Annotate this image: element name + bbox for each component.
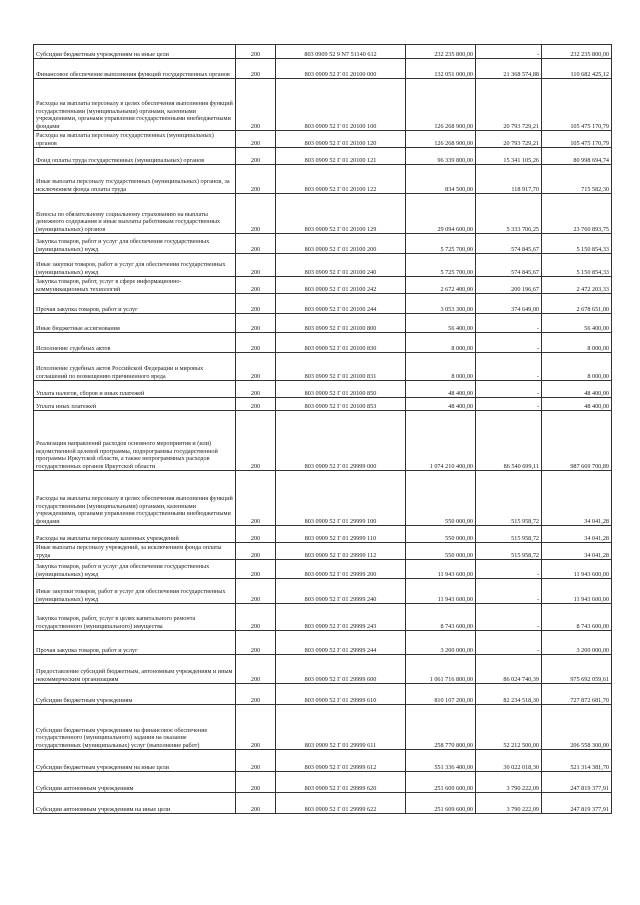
- row-unexecuted-cell: 715 582,30: [542, 165, 612, 194]
- table-row: [34, 59, 612, 79]
- row-name-cell: Иные закупки товаров, работ и услуг для обеспечения государственных (муниципальных) нужд: [34, 579, 236, 604]
- row-executed-cell: 21 368 574,88: [476, 59, 542, 79]
- row-executed-cell: 20 793 729,21: [476, 79, 542, 131]
- table-body: [34, 45, 612, 814]
- table-row: [34, 793, 612, 814]
- row-kbk-cell: 803 0909 52 Г 01 29999 000: [276, 411, 406, 471]
- row-name-cell: Исполнение судебных актов Российской Федерации и мировых соглашений по возмещению причиненного вреда: [34, 353, 236, 381]
- row-code-cell: 200: [236, 59, 276, 79]
- row-kbk-cell: 803 0909 52 Г 01 29999 200: [276, 560, 406, 579]
- row-unexecuted-cell: 232 235 800,00: [542, 45, 612, 59]
- row-approved-cell: 56 400,00: [406, 314, 476, 333]
- row-name-cell: Субсидии автономным учреждениям: [34, 772, 236, 793]
- row-kbk-cell: 803 0909 52 Г 01 20100 120: [276, 131, 406, 148]
- table-row: [34, 471, 612, 526]
- table-row: [34, 234, 612, 254]
- row-code-cell: 200: [236, 705, 276, 750]
- row-executed-cell: 5 333 706,25: [476, 194, 542, 234]
- row-unexecuted-cell: 8 000,00: [542, 333, 612, 353]
- row-kbk-cell: 803 0909 52 Г 01 29999 112: [276, 543, 406, 560]
- table-row: [34, 705, 612, 750]
- table-row: [34, 398, 612, 411]
- row-executed-cell: 374 649,00: [476, 294, 542, 314]
- row-approved-cell: 29 094 600,00: [406, 194, 476, 234]
- row-code-cell: 200: [236, 631, 276, 655]
- row-unexecuted-cell: 206 558 300,00: [542, 705, 612, 750]
- row-executed-cell: -: [476, 398, 542, 411]
- row-code-cell: 200: [236, 234, 276, 254]
- row-name-cell: Уплата налогов, сборов и иных платежей: [34, 381, 236, 398]
- row-approved-cell: 550 000,00: [406, 543, 476, 560]
- row-kbk-cell: 803 0909 52 Г 01 29999 600: [276, 655, 406, 684]
- row-code-cell: 200: [236, 398, 276, 411]
- table-row: [34, 79, 612, 131]
- row-kbk-cell: 803 0909 52 9 N7 51140 612: [276, 45, 406, 59]
- table-row: [34, 353, 612, 381]
- row-approved-cell: 810 107 200,00: [406, 684, 476, 705]
- row-executed-cell: 52 212 500,00: [476, 705, 542, 750]
- row-name-cell: Закупка товаров, работ, услуг в сфере информационно-коммуникационных технологий: [34, 277, 236, 294]
- row-approved-cell: 5 725 700,00: [406, 254, 476, 277]
- row-code-cell: 200: [236, 353, 276, 381]
- row-executed-cell: 118 917,70: [476, 165, 542, 194]
- table-row: [34, 194, 612, 234]
- row-approved-cell: 126 268 900,00: [406, 131, 476, 148]
- table-row: [34, 543, 612, 560]
- table-row: [34, 381, 612, 398]
- row-name-cell: Расходы на выплаты персоналу казенных учреждений: [34, 526, 236, 543]
- row-code-cell: 200: [236, 194, 276, 234]
- row-approved-cell: 48 400,00: [406, 381, 476, 398]
- row-code-cell: 200: [236, 165, 276, 194]
- row-approved-cell: 11 943 600,00: [406, 560, 476, 579]
- table-row: [34, 45, 612, 59]
- table-row: [34, 526, 612, 543]
- row-name-cell: Уплата иных платежей: [34, 398, 236, 411]
- row-unexecuted-cell: 56 400,00: [542, 314, 612, 333]
- row-kbk-cell: 803 0909 52 Г 01 20100 850: [276, 381, 406, 398]
- row-kbk-cell: 803 0909 52 Г 01 20100 100: [276, 79, 406, 131]
- row-unexecuted-cell: 105 475 170,79: [542, 131, 612, 148]
- row-code-cell: 200: [236, 381, 276, 398]
- row-name-cell: Предоставление субсидий бюджетным, автономным учреждениям и иным некоммерческим организациям: [34, 655, 236, 684]
- table-row: [34, 560, 612, 579]
- row-name-cell: Финансовое обеспечение выполнения функций государственных органов: [34, 59, 236, 79]
- table-row: [34, 631, 612, 655]
- table-row: [34, 314, 612, 333]
- row-kbk-cell: 803 0909 52 Г 01 20100 853: [276, 398, 406, 411]
- row-executed-cell: -: [476, 631, 542, 655]
- row-name-cell: Фонд оплаты труда государственных (муниципальных) органов: [34, 148, 236, 165]
- row-executed-cell: -: [476, 45, 542, 59]
- row-approved-cell: 48 400,00: [406, 398, 476, 411]
- row-unexecuted-cell: 34 041,28: [542, 526, 612, 543]
- table-row: [34, 277, 612, 294]
- row-kbk-cell: 803 0909 52 Г 01 29999 100: [276, 471, 406, 526]
- row-code-cell: 200: [236, 148, 276, 165]
- row-executed-cell: -: [476, 604, 542, 631]
- row-code-cell: 200: [236, 526, 276, 543]
- row-name-cell: Субсидии бюджетным учреждениям: [34, 684, 236, 705]
- row-code-cell: 200: [236, 45, 276, 59]
- row-approved-cell: 1 074 210 400,00: [406, 411, 476, 471]
- row-code-cell: 200: [236, 294, 276, 314]
- table-row: [34, 131, 612, 148]
- row-executed-cell: 82 234 518,30: [476, 684, 542, 705]
- row-approved-cell: 834 500,00: [406, 165, 476, 194]
- row-code-cell: 200: [236, 277, 276, 294]
- row-executed-cell: 30 022 018,30: [476, 750, 542, 772]
- row-executed-cell: -: [476, 353, 542, 381]
- row-unexecuted-cell: 3 200 000,00: [542, 631, 612, 655]
- row-name-cell: Иные выплаты персоналу государственных (муниципальных) органов, за исключением фонда оплаты труда: [34, 165, 236, 194]
- row-unexecuted-cell: 23 760 893,75: [542, 194, 612, 234]
- table-row: [34, 579, 612, 604]
- table-row: [34, 165, 612, 194]
- row-name-cell: Исполнение судебных актов: [34, 333, 236, 353]
- row-unexecuted-cell: 48 400,00: [542, 398, 612, 411]
- table-row: [34, 750, 612, 772]
- row-name-cell: Закупка товаров, работ и услуг для обеспечения государственных (муниципальных) нужд: [34, 234, 236, 254]
- row-kbk-cell: 803 0909 52 Г 01 29999 611: [276, 705, 406, 750]
- row-unexecuted-cell: 987 669 700,89: [542, 411, 612, 471]
- row-kbk-cell: 803 0909 52 Г 01 20100 200: [276, 234, 406, 254]
- row-unexecuted-cell: 2 472 203,33: [542, 277, 612, 294]
- row-name-cell: Прочая закупка товаров, работ и услуг: [34, 631, 236, 655]
- row-executed-cell: -: [476, 579, 542, 604]
- row-unexecuted-cell: 11 943 600,00: [542, 579, 612, 604]
- row-executed-cell: 20 793 729,21: [476, 131, 542, 148]
- row-executed-cell: -: [476, 314, 542, 333]
- row-name-cell: Иные выплаты персоналу учреждений, за исключением фонда оплаты труда: [34, 543, 236, 560]
- row-approved-cell: 3 053 300,00: [406, 294, 476, 314]
- row-executed-cell: 200 196,67: [476, 277, 542, 294]
- row-code-cell: 200: [236, 333, 276, 353]
- row-kbk-cell: 803 0909 52 Г 01 20100 831: [276, 353, 406, 381]
- row-unexecuted-cell: 110 682 425,12: [542, 59, 612, 79]
- row-approved-cell: 251 609 600,00: [406, 772, 476, 793]
- row-approved-cell: 551 336 400,00: [406, 750, 476, 772]
- row-kbk-cell: 803 0909 52 Г 01 20100 122: [276, 165, 406, 194]
- row-name-cell: Взносы по обязательному социальному страхованию на выплаты денежного содержания и иные выплаты работникам государственных (муниципальных) органов: [34, 194, 236, 234]
- row-approved-cell: 5 725 700,00: [406, 234, 476, 254]
- row-executed-cell: 86 540 699,11: [476, 411, 542, 471]
- row-kbk-cell: 803 0909 52 Г 01 29999 610: [276, 684, 406, 705]
- row-code-cell: 200: [236, 793, 276, 814]
- row-unexecuted-cell: 2 678 651,00: [542, 294, 612, 314]
- row-kbk-cell: 803 0909 52 Г 01 29999 622: [276, 793, 406, 814]
- row-unexecuted-cell: 247 819 377,91: [542, 772, 612, 793]
- row-name-cell: Расходы на выплаты персоналу государственных (муниципальных) органов: [34, 131, 236, 148]
- row-executed-cell: -: [476, 333, 542, 353]
- row-executed-cell: 15 341 105,26: [476, 148, 542, 165]
- row-kbk-cell: 803 0909 52 Г 01 20100 240: [276, 254, 406, 277]
- row-code-cell: 200: [236, 471, 276, 526]
- row-unexecuted-cell: 727 872 681,70: [542, 684, 612, 705]
- row-unexecuted-cell: 521 314 381,70: [542, 750, 612, 772]
- row-executed-cell: 86 024 740,39: [476, 655, 542, 684]
- table-row: [34, 772, 612, 793]
- row-name-cell: Иные закупки товаров, работ и услуг для обеспечения государственных (муниципальных) нужд: [34, 254, 236, 277]
- row-approved-cell: 258 770 800,00: [406, 705, 476, 750]
- row-approved-cell: 3 200 000,00: [406, 631, 476, 655]
- row-kbk-cell: 803 0909 52 Г 01 20100 121: [276, 148, 406, 165]
- table-row: [34, 254, 612, 277]
- row-kbk-cell: 803 0909 52 Г 01 20100 242: [276, 277, 406, 294]
- row-approved-cell: 1 061 716 800,00: [406, 655, 476, 684]
- table-row: [34, 655, 612, 684]
- row-code-cell: 200: [236, 655, 276, 684]
- table-row: [34, 148, 612, 165]
- row-executed-cell: -: [476, 560, 542, 579]
- row-name-cell: Закупка товаров, работ, услуг в целях капитального ремонта государственного (муниципального) имущества: [34, 604, 236, 631]
- row-executed-cell: 515 958,72: [476, 471, 542, 526]
- row-code-cell: 200: [236, 314, 276, 333]
- row-approved-cell: 550 000,00: [406, 526, 476, 543]
- row-unexecuted-cell: 48 400,00: [542, 381, 612, 398]
- row-code-cell: 200: [236, 772, 276, 793]
- row-unexecuted-cell: 34 041,28: [542, 543, 612, 560]
- row-executed-cell: 3 790 222,09: [476, 793, 542, 814]
- row-name-cell: Расходы на выплаты персоналу в целях обеспечения выполнения функций государственными (муниципальными) органами, казенными учреждениями, органами управления государственными внебюджетными фондами: [34, 79, 236, 131]
- row-approved-cell: 550 000,00: [406, 471, 476, 526]
- row-approved-cell: 8 000,00: [406, 353, 476, 381]
- row-approved-cell: 11 943 600,00: [406, 579, 476, 604]
- row-kbk-cell: 803 0909 52 Г 01 29999 110: [276, 526, 406, 543]
- row-name-cell: Реализация направлений расходов основного мероприятия и (или) ведомственной целевой программы, подпрограммы государственной программы Иркутской области, а также непрограммных расходов государственных органов Иркутской области: [34, 411, 236, 471]
- row-kbk-cell: 803 0909 52 Г 01 29999 240: [276, 579, 406, 604]
- budget-report-page: [33, 44, 611, 814]
- row-name-cell: Субсидии бюджетным учреждениям на финансовое обеспечение государственного (муниципального) задания на оказание государственных (муниципальных) услуг (выполнение работ): [34, 705, 236, 750]
- row-unexecuted-cell: 975 692 059,61: [542, 655, 612, 684]
- row-code-cell: 200: [236, 131, 276, 148]
- row-code-cell: 200: [236, 579, 276, 604]
- row-kbk-cell: 803 0909 52 Г 01 20100 830: [276, 333, 406, 353]
- row-kbk-cell: 803 0909 52 Г 01 20100 800: [276, 314, 406, 333]
- row-code-cell: 200: [236, 543, 276, 560]
- row-name-cell: Закупка товаров, работ и услуг для обеспечения государственных (муниципальных) нужд: [34, 560, 236, 579]
- row-name-cell: Субсидии бюджетным учреждениям на иные цели: [34, 45, 236, 59]
- row-executed-cell: 574 845,67: [476, 254, 542, 277]
- row-approved-cell: 132 051 000,00: [406, 59, 476, 79]
- row-unexecuted-cell: 5 150 854,33: [542, 254, 612, 277]
- row-approved-cell: 126 268 900,00: [406, 79, 476, 131]
- table-row: [34, 604, 612, 631]
- row-executed-cell: 515 958,72: [476, 526, 542, 543]
- row-approved-cell: 96 339 800,00: [406, 148, 476, 165]
- row-code-cell: 200: [236, 684, 276, 705]
- row-approved-cell: 8 743 600,00: [406, 604, 476, 631]
- table-row: [34, 333, 612, 353]
- row-unexecuted-cell: 8 000,00: [542, 353, 612, 381]
- row-name-cell: Расходы на выплаты персоналу в целях обеспечения выполнения функций государственными (муниципальными) органами, казенными учреждениями, органами управления государственными внебюджетными фондами: [34, 471, 236, 526]
- row-unexecuted-cell: 34 041,28: [542, 471, 612, 526]
- row-kbk-cell: 803 0909 52 Г 01 20100 129: [276, 194, 406, 234]
- row-unexecuted-cell: 11 943 600,00: [542, 560, 612, 579]
- row-unexecuted-cell: 80 998 694,74: [542, 148, 612, 165]
- row-executed-cell: 3 790 222,09: [476, 772, 542, 793]
- row-kbk-cell: 803 0909 52 Г 01 20100 244: [276, 294, 406, 314]
- row-kbk-cell: 803 0909 52 Г 01 29999 244: [276, 631, 406, 655]
- row-code-cell: 200: [236, 604, 276, 631]
- row-executed-cell: 574 845,67: [476, 234, 542, 254]
- row-unexecuted-cell: 8 743 600,00: [542, 604, 612, 631]
- row-code-cell: 200: [236, 560, 276, 579]
- row-approved-cell: 232 235 800,00: [406, 45, 476, 59]
- row-name-cell: Прочая закупка товаров, работ и услуг: [34, 294, 236, 314]
- row-unexecuted-cell: 5 150 854,33: [542, 234, 612, 254]
- budget-execution-table: [33, 44, 612, 814]
- table-row: [34, 684, 612, 705]
- row-kbk-cell: 803 0909 52 Г 01 20100 000: [276, 59, 406, 79]
- row-code-cell: 200: [236, 411, 276, 471]
- row-code-cell: 200: [236, 254, 276, 277]
- row-executed-cell: 515 958,72: [476, 543, 542, 560]
- table-row: [34, 411, 612, 471]
- row-approved-cell: 2 672 400,00: [406, 277, 476, 294]
- row-name-cell: Иные бюджетные ассигнования: [34, 314, 236, 333]
- row-kbk-cell: 803 0909 52 Г 01 29999 612: [276, 750, 406, 772]
- table-row: [34, 294, 612, 314]
- row-unexecuted-cell: 247 819 377,91: [542, 793, 612, 814]
- row-code-cell: 200: [236, 750, 276, 772]
- row-approved-cell: 8 000,00: [406, 333, 476, 353]
- row-approved-cell: 251 609 600,00: [406, 793, 476, 814]
- row-code-cell: 200: [236, 79, 276, 131]
- row-unexecuted-cell: 105 475 170,79: [542, 79, 612, 131]
- row-name-cell: Субсидии бюджетным учреждениям на иные цели: [34, 750, 236, 772]
- row-name-cell: Субсидии автономным учреждениям на иные цели: [34, 793, 236, 814]
- row-kbk-cell: 803 0909 52 Г 01 29999 243: [276, 604, 406, 631]
- row-executed-cell: -: [476, 381, 542, 398]
- row-kbk-cell: 803 0909 52 Г 01 29999 620: [276, 772, 406, 793]
